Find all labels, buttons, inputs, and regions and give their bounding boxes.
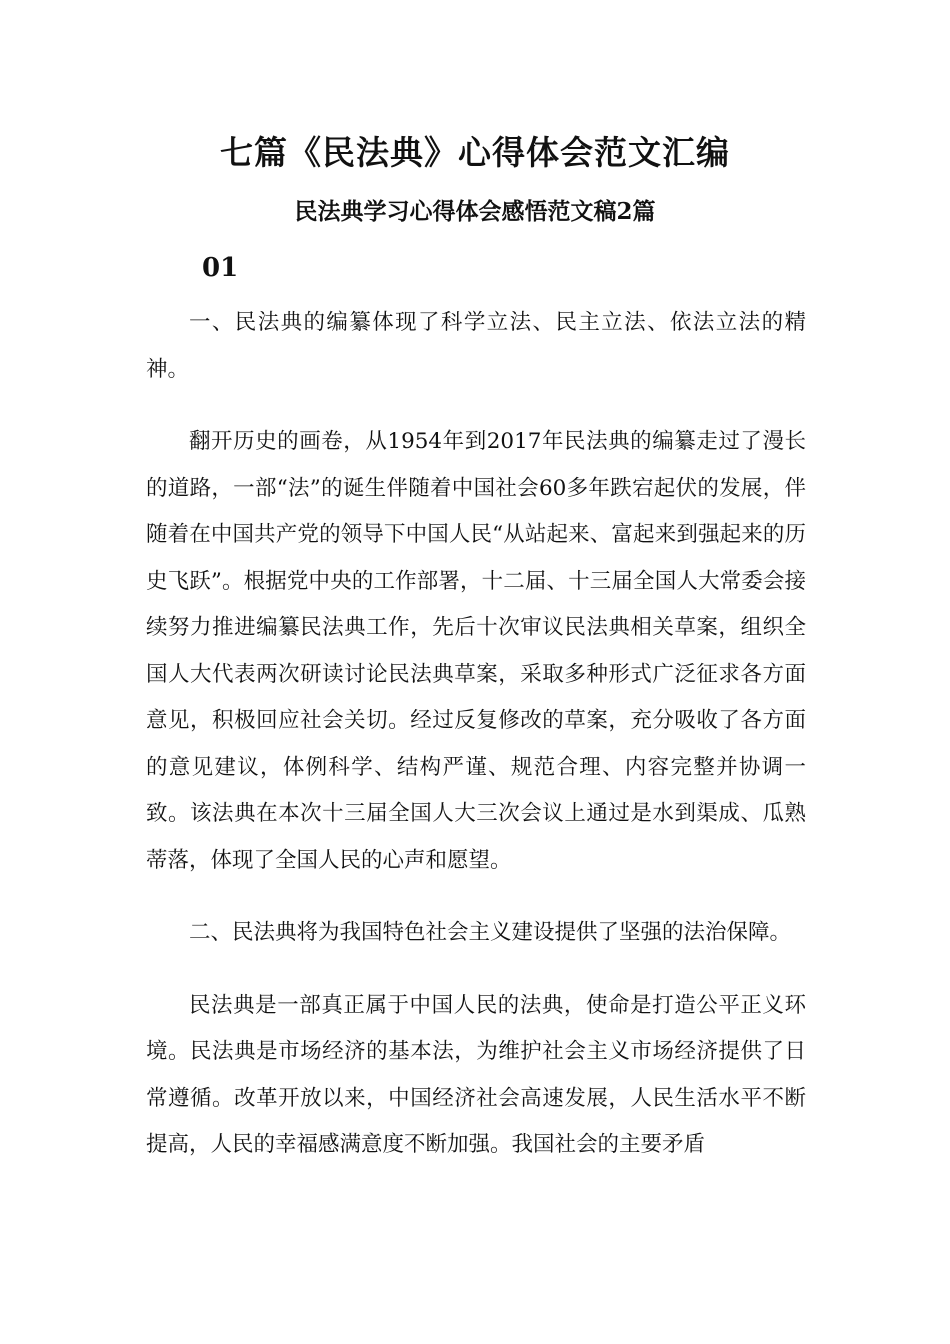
document-body	[146, 300, 806, 1195]
paragraph-heading-1: 一、民法典的编纂体现了科学立法、民主立法、依法立法的精神。	[146, 310, 806, 382]
paragraph-body-2: 民法典是一部真正属于中国人民的法典，使命是打造公平正义环境。民法典是市场经济的基本法，为维护社会主义市场经济提供了日常遵循。改革开放以来，中国经济社会高速发展，人民生活水平不断提高，人民的幸福感满意度不断加强。我国社会的主要矛盾	[146, 992, 806, 1157]
paragraph-body-1: 翻开历史的画卷，从1954年到2017年民法典的编纂走过了漫长的道路，一部“法”的诞生伴随着中国社会60多年跌宕起伏的发展，伴随着在中国共产党的领导下中国人民“从站起来、富起来到强起来的历史飞跃”。根据党中央的工作部署，十二届、十三届全国人大常委会接续努力推进编纂民法典工作，先后十次审议民法典相关草案，组织全国人大代表两次研读讨论民法典草案，采取多种形式广泛征求各方面意见，积极回应社会关切。经过反复修改的草案，充分吸收了各方面的意见建议，体例科学、结构严谨、规范合理、内容完整并协调一致。该法典在本次十三届全国人大三次会议上通过是水到渠成、瓜熟蒂落，体现了全国人民的心声和愿望。	[146, 429, 806, 873]
document-title: 七篇《民法典》心得体会范文汇编	[220, 133, 730, 172]
paragraph-heading-2: 二、民法典将为我国特色社会主义建设提供了坚强的法治保障。	[189, 920, 792, 945]
section-number: 01	[202, 253, 239, 283]
document-subtitle: 民法典学习心得体会感悟范文稿2篇	[294, 198, 656, 225]
